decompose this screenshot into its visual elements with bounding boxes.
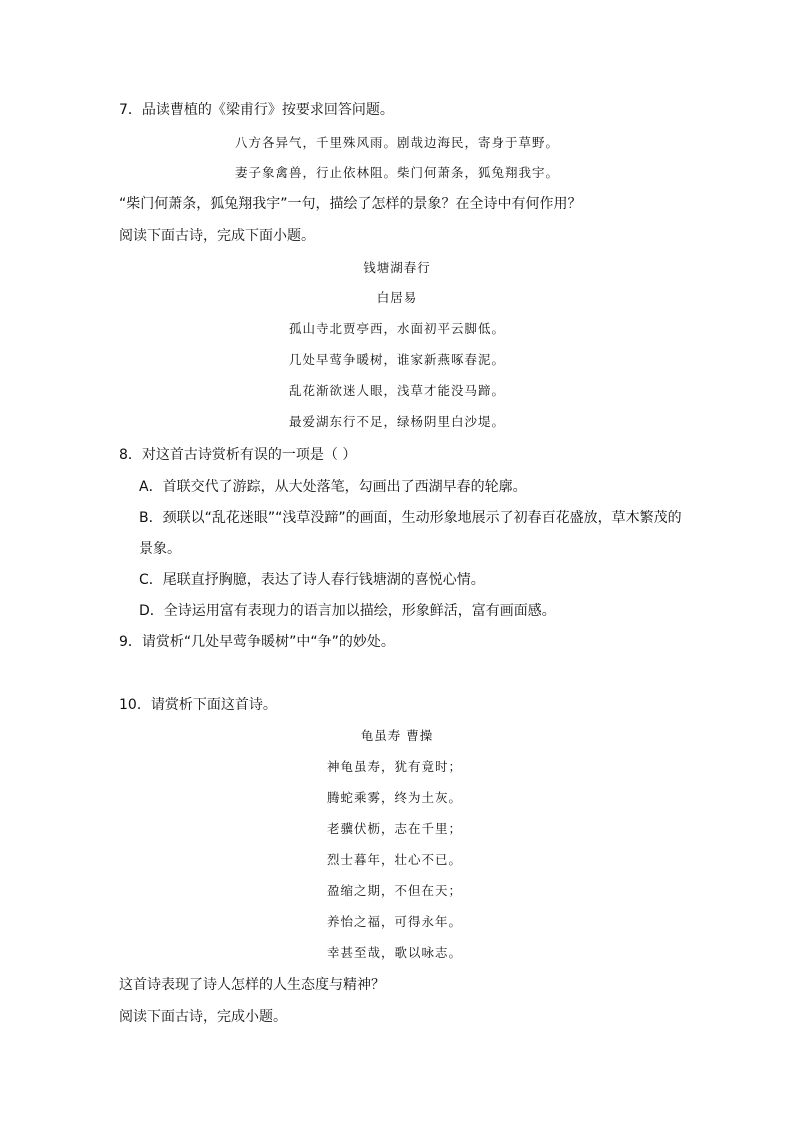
q7-poem-line-1: 八方各异气，千里殊风雨。剧哉边海民，寄身于草野。: [234, 135, 559, 150]
q7-poem-line-2: 妻子象禽兽，行止依林阻。柴门何萧条，狐兔翔我宇。: [234, 165, 559, 180]
q10-poem-line-1: 神龟虽寿，犹有竟时；: [327, 759, 463, 774]
q10-poem-line-3: 老骥伏枥，志在千里；: [327, 821, 463, 836]
reading-intro-2: 阅读下面古诗，完成小题。: [119, 1009, 287, 1025]
q10-poem-line-7: 幸甚至哉，歌以咏志。: [327, 945, 463, 960]
reading-intro-1: 阅读下面古诗，完成下面小题。: [119, 228, 315, 244]
poem-line-1: 孤山寺北贾亭西，水面初平云脚低。: [288, 321, 505, 336]
poem-author: 白居易: [376, 290, 418, 305]
q9-prompt: 9．请赏析“几处早莺争暖树”中“争”的妙处。: [119, 634, 395, 650]
q10-poem-line-5: 盈缩之期，不但在天；: [327, 883, 463, 898]
poem-line-4: 最爱湖东行不足，绿杨阴里白沙堤。: [288, 414, 505, 429]
q10-poem-line-2: 腾蛇乘雾，终为土灰。: [327, 790, 463, 805]
q8-option-c: C．尾联直抒胸臆，表达了诗人春行钱塘湖的喜悦心情。: [139, 572, 485, 588]
poem-line-2: 几处早莺争暖树，谁家新燕啄春泥。: [288, 352, 505, 367]
q7-prompt: 7．品读曹植的《梁甫行》按要求回答问题。: [119, 102, 394, 118]
poem-title: 钱塘湖春行: [363, 260, 431, 275]
q10-prompt: 10．请赏析下面这首诗。: [119, 697, 277, 713]
q7-question: “柴门何萧条，狐兔翔我宇”一句，描绘了怎样的景象？在全诗中有何作用？: [119, 196, 582, 212]
q8-option-b-line-1: B．颈联以“乱花迷眼”“浅草没蹄”的画面，生动形象地展示了初春百花盛放，草木繁茂的: [139, 510, 682, 526]
q10-question: 这首诗表现了诗人怎样的人生态度与精神？: [119, 977, 385, 993]
q8-option-d: D．全诗运用富有表现力的语言加以描绘，形象鲜活，富有画面感。: [139, 603, 556, 619]
q10-poem-line-4: 烈士暮年，壮心不已。: [327, 852, 463, 867]
q8-option-b-line-2: 景象。: [139, 541, 181, 557]
q8-prompt: 8．对这首古诗赏析有误的一项是（ ）: [119, 447, 357, 463]
poem-line-3: 乱花渐欲迷人眼，浅草才能没马蹄。: [288, 383, 505, 398]
q8-option-a: A．首联交代了游踪，从大处落笔，勾画出了西湖早春的轮廓。: [139, 479, 527, 495]
q10-poem-title: 龟虽寿 曹操: [360, 728, 434, 743]
q10-poem-line-6: 养怡之福，可得永年。: [327, 914, 463, 929]
